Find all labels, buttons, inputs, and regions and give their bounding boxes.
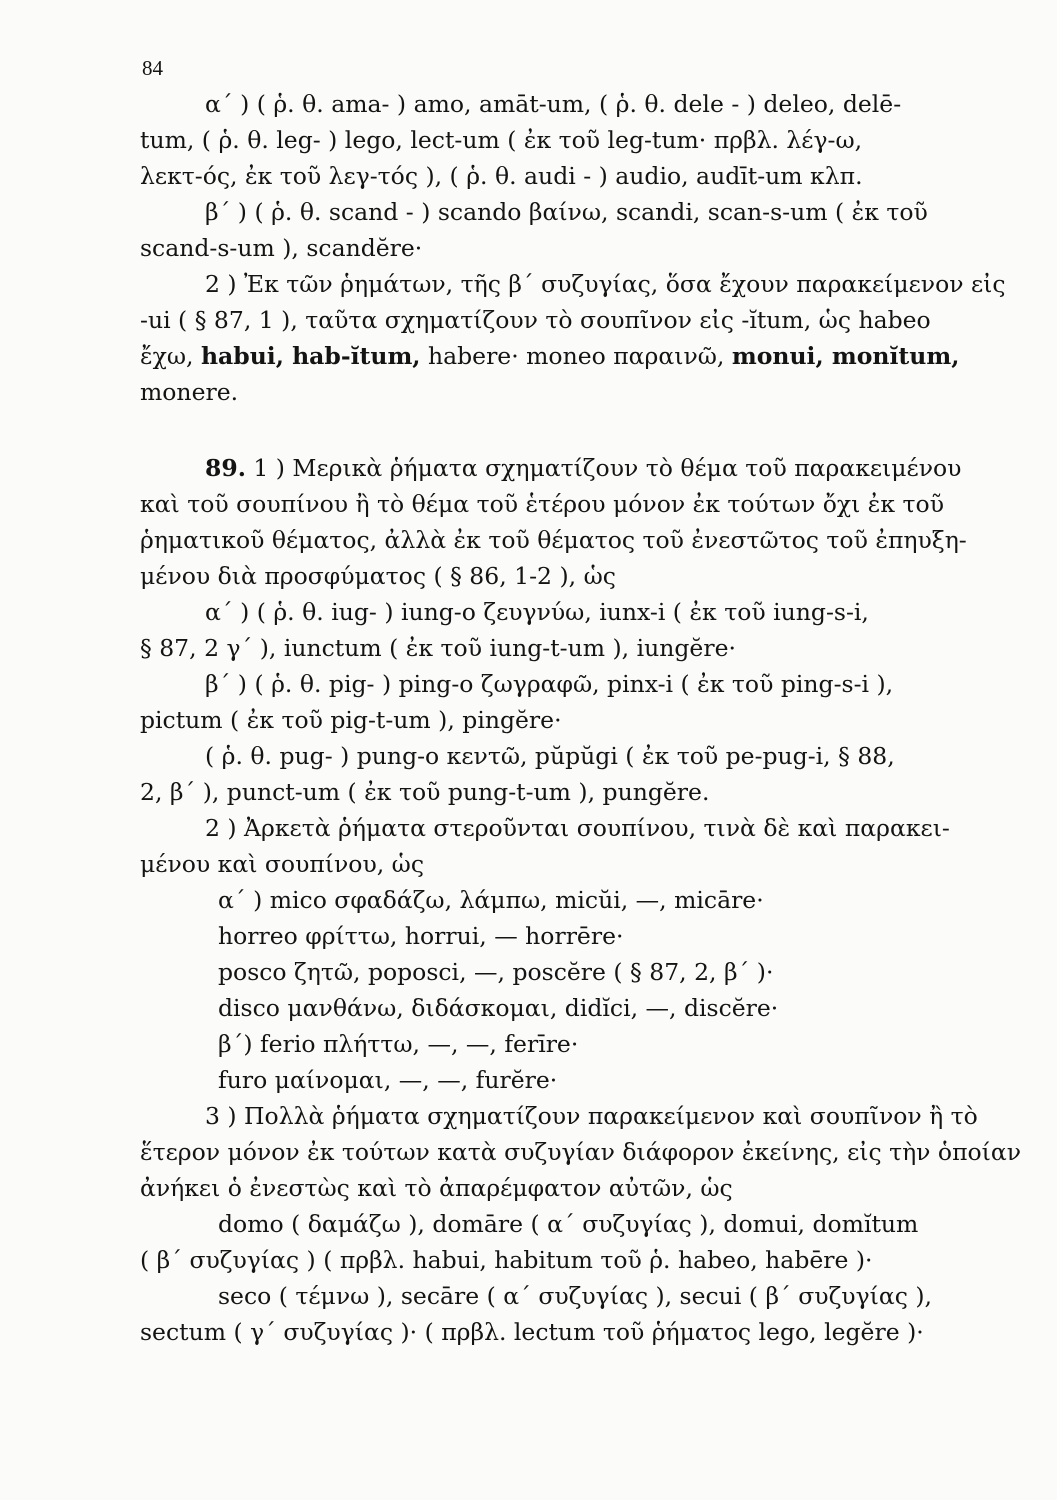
text-line: -ui ( § 87, 1 ), ταῦτα σχηματίζουν τὸ σουπῖνον εἰς -ĭtum, ὡς habeo xyxy=(140,306,931,334)
text-run: habere· moneo παραινῶ, xyxy=(420,342,732,370)
text-run: ἔχω, xyxy=(140,342,201,370)
text-line: λεκτ-ός, ἐκ τοῦ λεγ-τός ), ( ῥ. θ. audi - ) audio, audīt-um κλπ. xyxy=(140,162,863,190)
text-line: horreo φρίττω, horrui, — horrēre· xyxy=(218,922,624,950)
bold-text: 89. xyxy=(205,454,246,482)
text-line: 2 ) Ἐκ τῶν ῥημάτων, τῆς β΄ συζυγίας, ὅσα ἔχουν παρακείμενον εἰς xyxy=(205,270,1006,298)
text-line: β΄ ) ( ῥ. θ. scand - ) scando βαίνω, scandi, scan-s-um ( ἐκ τοῦ xyxy=(205,198,928,226)
text-line: ἀνήκει ὁ ἐνεστὼς καὶ τὸ ἀπαρέμφατον αὐτῶν, ὡς xyxy=(140,1174,733,1202)
text-line: § 87, 2 γ΄ ), iunctum ( ἐκ τοῦ iung-t-um ), iungĕre· xyxy=(140,634,736,662)
text-line: posco ζητῶ, poposci, —, poscĕre ( § 87, 2, β΄ )· xyxy=(218,958,774,986)
text-line: α΄ ) ( ῥ. θ. iug- ) iung-o ζευγνύω, iunx-i ( ἐκ τοῦ iung-s-i, xyxy=(205,598,869,626)
text-line xyxy=(140,338,990,374)
text-line: μένου καὶ σουπίνου, ὡς xyxy=(140,850,424,878)
text-line: α΄ ) ( ῥ. θ. ama- ) amo, amāt-um, ( ῥ. θ. dele - ) deleo, delē- xyxy=(205,90,902,118)
text-line: ( ῥ. θ. pug- ) pung-o κεντῶ, pŭpŭgi ( ἐκ τοῦ pe-pug-i, § 88, xyxy=(205,742,895,770)
text-line: ῥηματικοῦ θέματος, ἀλλὰ ἐκ τοῦ θέματος τοῦ ἐνεστῶτος τοῦ ἐπηυξη- xyxy=(140,526,967,554)
text-line: seco ( τέμνω ), secāre ( α΄ συζυγίας ), secui ( β΄ συζυγίας ), xyxy=(218,1282,932,1310)
text-line: tum, ( ῥ. θ. leg- ) lego, lect-um ( ἐκ τοῦ leg-tum· πρβλ. λέγ-ω, xyxy=(140,126,863,154)
text-line: monere. xyxy=(140,378,239,406)
text-line: 2, β΄ ), punct-um ( ἐκ τοῦ pung-t-um ), pungĕre. xyxy=(140,778,710,806)
text-line: disco μανθάνω, διδάσκομαι, didĭci, —, discĕre· xyxy=(218,994,779,1022)
bold-text: habui, hab-ĭtum, xyxy=(200,342,421,370)
text-line: καὶ τοῦ σουπίνου ἢ τὸ θέμα τοῦ ἑτέρου μόνον ἐκ τούτων ὄχι ἐκ τοῦ xyxy=(140,490,944,518)
text-line: β΄) ferio πλήττω, —, —, ferīre· xyxy=(218,1030,579,1058)
text-line: scand-s-um ), scandĕre· xyxy=(140,234,423,262)
bold-text: monui, monĭtum, xyxy=(731,342,960,370)
text-line: domo ( δαμάζω ), domāre ( α΄ συζυγίας ), domui, domĭtum xyxy=(218,1210,919,1238)
text-line: sectum ( γ΄ συζυγίας )· ( πρβλ. lectum τοῦ ῥήματος lego, legĕre )· xyxy=(140,1318,924,1346)
text-line: α΄ ) mico σφαδάζω, λάμπω, micŭi, —, micāre· xyxy=(218,886,764,914)
page-body-text xyxy=(140,86,1022,1350)
text-run: 1 ) Μερικὰ ῥήματα σχηματίζουν τὸ θέμα τοῦ παρακειμένου xyxy=(245,454,962,482)
text-line: β΄ ) ( ῥ. θ. pig- ) ping-o ζωγραφῶ, pinx-i ( ἐκ τοῦ ping-s-i ), xyxy=(205,670,894,698)
text-line: μένου διὰ προσφύματος ( § 86, 1-2 ), ὡς xyxy=(140,562,616,590)
page-number: 84 xyxy=(142,56,163,80)
text-line: 3 ) Πολλὰ ῥήματα σχηματίζουν παρακείμενον καὶ σουπῖνον ἢ τὸ xyxy=(205,1102,978,1130)
text-line xyxy=(140,450,990,486)
text-line: furo μαίνομαι, —, —, furĕre· xyxy=(218,1066,558,1094)
text-line: ( β΄ συζυγίας ) ( πρβλ. habui, habitum τοῦ ῥ. habeo, habēre )· xyxy=(140,1246,873,1274)
section-gap xyxy=(140,410,990,450)
text-line: ἕτερον μόνον ἐκ τούτων κατὰ συζυγίαν διάφορον ἐκείνης, εἰς τὴν ὁποίαν xyxy=(140,1138,1022,1166)
text-line: 2 ) Ἀρκετὰ ῥήματα στεροῦνται σουπίνου, τινὰ δὲ καὶ παρακει- xyxy=(205,814,950,842)
text-line: pictum ( ἐκ τοῦ pig-t-um ), pingĕre· xyxy=(140,706,562,734)
